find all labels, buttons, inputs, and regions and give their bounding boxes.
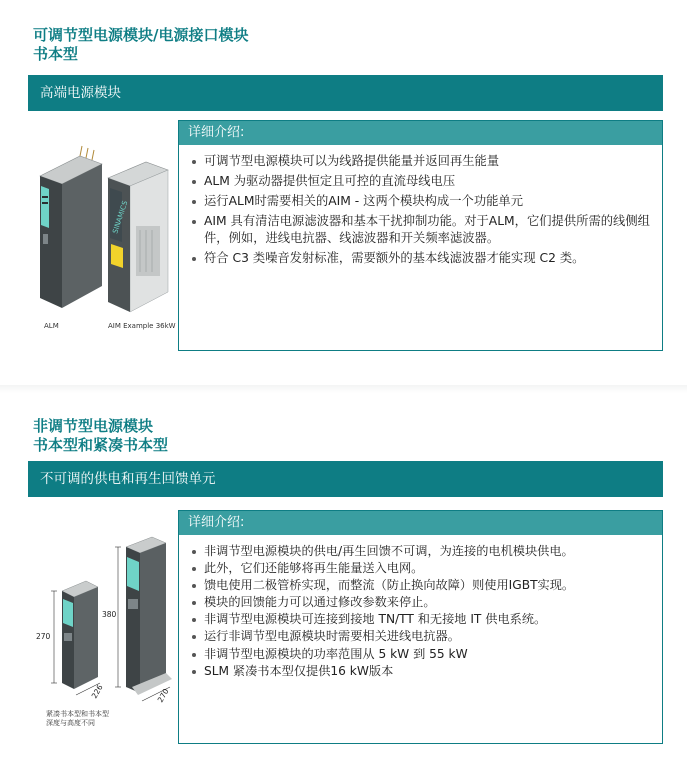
section-title-line2: 书本型 <box>33 45 79 63</box>
section-divider <box>0 385 687 393</box>
list-item: 非调节型电源模块的供电/再生回馈不可调，为连接的电机模块供电。 <box>191 543 654 560</box>
caption-alm: ALM <box>44 322 59 330</box>
list-item: 馈电使用二极管桥实现，而整流（防止换向故障）则使用IGBT实现。 <box>191 577 654 594</box>
product-image <box>28 116 176 352</box>
list-item: 此外，它们还能够将再生能量送入电网。 <box>191 560 654 577</box>
svg-text:SINAMICS: SINAMICS <box>111 199 130 235</box>
feature-list <box>179 535 662 679</box>
list-item: AIM 具有清洁电源滤波器和基本干扰抑制功能。对于ALM，它们提供所需的线侧组件，例如，进线电抗器、线滤波器和开关频率滤波器。 <box>191 213 654 247</box>
image-caption: 紧凑书本型和书本型 深度与高度不同 <box>46 710 109 727</box>
section-title <box>33 26 248 64</box>
detail-heading: 详细介绍: <box>179 121 662 145</box>
dimension-depth-large: 270 <box>155 687 171 704</box>
product-image <box>28 507 176 743</box>
alm-aim-modules-illustration <box>28 116 176 352</box>
section-title-line1: 非调节型电源模块 <box>33 417 154 435</box>
list-item: 非调节型电源模块的功率范围从 5 kW 到 55 kW <box>191 646 654 663</box>
category-band: 不可调的供电和再生回馈单元 <box>28 461 663 497</box>
list-item: ALM 为驱动器提供恒定且可控的直流母线电压 <box>191 173 654 190</box>
list-item: 非调节型电源模块可连接到接地 TN/TT 和无接地 IT 供电系统。 <box>191 611 654 628</box>
detail-heading: 详细介绍: <box>179 511 662 535</box>
detail-box <box>178 510 663 744</box>
feature-list <box>179 145 662 267</box>
list-item: 可调节型电源模块可以为线路提供能量并返回再生能量 <box>191 153 654 170</box>
detail-box <box>178 120 663 351</box>
section-title-line2: 书本型和紧凑书本型 <box>33 436 169 454</box>
dimension-height-small: 270 <box>36 632 51 641</box>
list-item: 模块的回馈能力可以通过修改参数来停止。 <box>191 594 654 611</box>
dimension-depth-small: 226 <box>89 683 105 700</box>
list-item: SLM 紧凑书本型仅提供16 kW版本 <box>191 663 654 680</box>
list-item: 运行非调节型电源模块时需要相关进线电抗器。 <box>191 628 654 645</box>
list-item: 运行ALM时需要相关的AIM - 这两个模块构成一个功能单元 <box>191 193 654 210</box>
category-band: 高端电源模块 <box>28 75 663 111</box>
caption-aim: AIM Example 36kW <box>108 322 176 330</box>
section-unregulated-modules <box>0 393 687 770</box>
section-title-line1: 可调节型电源模块/电源接口模块 <box>33 26 249 44</box>
section-title <box>33 417 168 455</box>
dimension-height-large: 380 <box>102 610 117 619</box>
list-item: 符合 C3 类噪音发射标准，需要额外的基本线滤波器才能实现 C2 类。 <box>191 250 654 267</box>
